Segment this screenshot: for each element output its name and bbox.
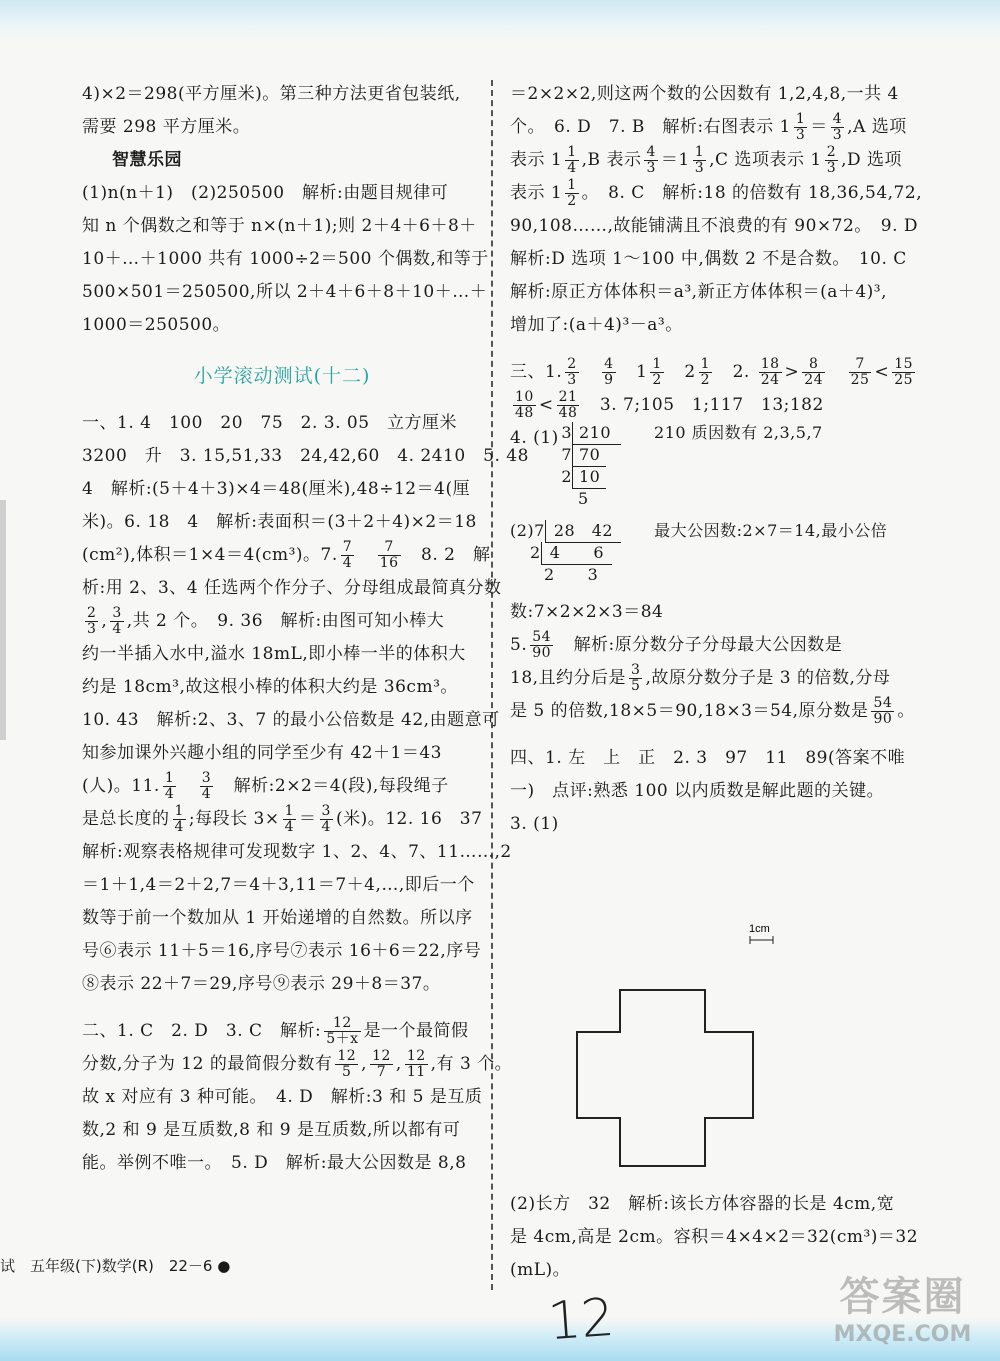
text-line: 三、1. $\frac{2}{3}$ $\frac{4}{9}$ 1 $\frac{1}{2}$ 2 $\frac{1}{2}$ 2. $\frac{18}{24}$ > $\frac{8}{24}$ $\frac{7}{25}$ < $\frac{15}{25}$ xyxy=(510,356,914,388)
text-line: (mL)。 xyxy=(510,1260,571,1280)
text-line: 增加了:(a＋4)³－a³。 xyxy=(510,315,683,335)
denominator: 48 xyxy=(515,405,534,421)
text-line xyxy=(82,1015,482,1048)
text-seg: ;每段长 3× xyxy=(188,809,280,829)
fraction xyxy=(602,357,615,388)
text-line xyxy=(510,695,915,728)
text-line: 3. (1) xyxy=(510,814,559,834)
short-division-1 xyxy=(510,422,910,510)
denominator: 4 xyxy=(201,786,212,802)
denominator: 4 xyxy=(112,621,122,637)
denominator: 3 xyxy=(826,160,837,176)
text-seg: 2. xyxy=(732,362,756,382)
text-line: 90,108……,故能铺满且不浪费的有 90×72。 9. D xyxy=(510,216,919,236)
denominator: 3 xyxy=(795,127,806,143)
text-line: 知参加课外兴趣小组的同学至少有 42＋1＝43 xyxy=(82,743,442,763)
denominator: 3 xyxy=(567,372,577,388)
ldiv-row xyxy=(558,488,910,510)
handwritten-page-number: 12 xyxy=(545,1287,617,1353)
scale-label: 1cm xyxy=(749,923,770,935)
wisdom-heading: 智慧乐园 xyxy=(112,150,182,170)
numerator: 7 xyxy=(342,539,353,555)
fraction xyxy=(644,145,657,176)
denominator: 25 xyxy=(894,372,914,388)
text-line: 约一半插入水中,溢水 18mL,即小棒一半的体积大 xyxy=(82,644,466,664)
denominator: 90 xyxy=(873,711,893,727)
fraction xyxy=(341,540,354,571)
dividend: 70 xyxy=(572,444,606,467)
text-seg: ,C 选项表示 1 xyxy=(709,150,822,170)
numerator: 3 xyxy=(321,803,331,819)
page-footer: 试 五年级(下)数学(R) 22－6 ● xyxy=(0,1257,231,1275)
text-seg: 。 xyxy=(897,701,915,721)
text-line: 约是 18cm³,故这根小棒的体积大约是 36cm³。 xyxy=(82,677,458,697)
divisor: 7 xyxy=(561,445,572,464)
denominator: 5＋x xyxy=(326,1031,359,1047)
dividend: 28 42 xyxy=(545,520,621,543)
text-seg: 解析:2×2＝4(段),每段绳子 xyxy=(233,776,449,796)
text-line: 能。举例不唯一。 5. D 解析:最大公因数是 8,8 xyxy=(82,1153,467,1173)
text-line: 个。 6. D 7. B 解析:右图表示 1 $\frac{1}{3}$ ＝ $\frac{4}{3}$ ,A 选项 xyxy=(510,111,907,143)
fraction xyxy=(530,630,553,661)
denominator: 24 xyxy=(760,372,780,388)
text-seg: (人)。11. xyxy=(82,776,160,796)
dividend: 210 xyxy=(572,422,621,445)
text-seg: 是一个最简假 xyxy=(363,1021,469,1041)
denominator: 9 xyxy=(604,372,614,388)
numerator: 54 xyxy=(873,695,893,711)
text-line: 10＋…＋1000 共有 1000÷2＝500 个偶数,和等于 xyxy=(82,249,489,269)
divisor: 2 xyxy=(530,543,541,562)
numerator: 12 xyxy=(406,1048,426,1064)
text-line xyxy=(510,629,910,662)
fraction xyxy=(629,663,642,694)
fraction xyxy=(759,357,782,388)
fraction xyxy=(892,357,915,388)
numerator: 3 xyxy=(631,662,641,678)
text-line: 析:用 2、3、4 任选两个作分子、分母组成最简真分数 xyxy=(82,578,502,598)
text-seg: (cm²),体积＝1×4＝4(cm³)。7. xyxy=(82,545,338,565)
denominator: 5 xyxy=(342,1064,352,1080)
numerator: 1 xyxy=(174,803,184,819)
ldiv-row xyxy=(558,422,910,444)
denominator: 24 xyxy=(804,372,824,388)
text-line: ＝1＋1,4＝2＋2,7＝4＋3,11＝7＋4,…,即后一个 xyxy=(82,875,475,895)
numerator: 1 xyxy=(164,770,175,786)
fraction xyxy=(85,606,98,637)
text-line: 分数,分子为 12 的最简假分数有 $\frac{12}{5}$ , $\frac{12}{7}$ , $\frac{12}{11}$ ,有 3 个。 xyxy=(82,1048,513,1080)
fraction xyxy=(831,112,844,143)
text-seg: 个。 6. D 7. B 解析:右图表示 1 xyxy=(510,117,791,137)
fraction xyxy=(557,390,580,421)
text-line: 表示 1 $\frac{1}{4}$ ,B 表示 $\frac{4}{3}$ ＝1 $\frac{1}{3}$ ,C 选项表示 1 $\frac{2}{3}$ ,D 选项 xyxy=(510,144,903,176)
denominator: 3 xyxy=(87,621,97,637)
fraction xyxy=(849,357,872,388)
fraction xyxy=(794,112,807,143)
numerator: 1 xyxy=(567,177,577,193)
text-seg: ,有 3 个。 xyxy=(430,1054,513,1074)
top-scan-band xyxy=(0,0,1000,38)
watermark-text: 答案圈 xyxy=(839,1274,966,1320)
denominator: 2 xyxy=(567,193,577,209)
denominator: 3 xyxy=(832,127,843,143)
fraction xyxy=(565,145,578,176)
text-line: 故 x 对应有 3 种可能。 4. D 解析:3 和 5 是互质 xyxy=(82,1087,483,1107)
ldiv-row xyxy=(558,466,910,488)
text-line: 500×501＝250500,所以 2＋4＋6＋8＋10＋…＋ xyxy=(82,282,488,302)
text-seg: 是 5 的倍数,18×5＝90,18×3＝54,原分数是 xyxy=(510,701,869,721)
numerator: 1 xyxy=(700,356,711,372)
ldiv-row: (2)7 28 42 最大公因数:2×7＝14,最小公倍 xyxy=(510,520,910,542)
denominator: 5 xyxy=(631,678,641,694)
text-seg: 表示 1 xyxy=(510,150,563,170)
text-line: 四、1. 左 上 正 2. 3 97 11 89(答案不唯 xyxy=(510,748,906,768)
fraction xyxy=(802,357,825,388)
text-seg: 三、1. xyxy=(510,362,563,382)
denominator: 4 xyxy=(164,786,175,802)
text-line: 1000＝250500。 xyxy=(82,315,231,335)
fraction xyxy=(110,606,123,637)
cross-outline xyxy=(577,990,753,1166)
denominator: 25 xyxy=(850,372,870,388)
numerator: 8 xyxy=(802,357,825,373)
numerator: 21 xyxy=(558,389,578,405)
ldiv-row xyxy=(510,542,910,564)
text-line: 米)。6. 18 4 解析:表面积＝(3＋2＋4)×2＝18 xyxy=(82,512,477,532)
text-seg: ,故原分数分子是 3 的倍数,分母 xyxy=(645,668,891,688)
text-seg: 3. 7;105 1;117 13;182 xyxy=(599,395,824,415)
scan-edge-mark xyxy=(0,500,6,740)
numerator: 7 xyxy=(378,540,401,556)
text-seg: 8. 2 解 xyxy=(421,545,491,565)
fraction xyxy=(335,1049,358,1080)
text-line: 是总长度的 $\frac{1}{4}$ ;每段长 3× $\frac{1}{4}$ ＝ $\frac{3}{4}$ (米)。12. 16 37 xyxy=(82,803,483,835)
numerator: 1 xyxy=(652,356,662,372)
numerator: 2 xyxy=(87,605,97,621)
fraction xyxy=(200,771,213,802)
denominator: 4 xyxy=(174,819,184,835)
text-seg: ,D 选项 xyxy=(841,150,903,170)
numerator: 1 xyxy=(284,803,295,819)
numerator: 2 xyxy=(826,144,837,160)
text-line: 3200 升 3. 15,51,33 24,42,60 4. 2410 5. 48 xyxy=(82,446,529,466)
denominator: 4 xyxy=(284,819,295,835)
fraction xyxy=(565,357,578,388)
column-divider xyxy=(491,80,493,1290)
quotient: 2 3 xyxy=(544,565,599,584)
text-seg: 解析:原分数分子分母最大公因数是 xyxy=(573,635,843,655)
fraction xyxy=(378,540,401,571)
text-seg: 。 8. C 解析:18 的倍数有 18,36,54,72, xyxy=(581,183,923,203)
numerator: 7 xyxy=(849,357,872,373)
fraction xyxy=(650,357,663,388)
numerator: 1 xyxy=(795,111,806,127)
text-line xyxy=(510,177,923,210)
numerator: 54 xyxy=(532,629,552,645)
text-seg: ,B 表示 xyxy=(581,150,642,170)
numerator: 4 xyxy=(604,356,614,372)
text-line xyxy=(510,662,910,695)
fraction xyxy=(871,696,894,727)
text-line: 解析:原正方体体积＝a³,新正方体体积＝(a＋4)³, xyxy=(510,282,888,302)
text-seg: 分数,分子为 12 的最简假分数有 xyxy=(82,1054,333,1074)
denominator: 11 xyxy=(406,1064,426,1080)
text-line: 数:7×2×2×3＝84 xyxy=(510,602,664,622)
numerator: 12 xyxy=(324,1016,360,1032)
text-line: 一) 点评:熟悉 100 以内质数是解此题的关键。 xyxy=(510,781,885,801)
denominator: 3 xyxy=(694,160,705,176)
fraction xyxy=(825,145,838,176)
denominator: 16 xyxy=(379,555,399,571)
fraction xyxy=(405,1049,428,1080)
divisor: 2 xyxy=(561,467,572,486)
text-line: 10. 43 解析:2、3、7 的最小公倍数是 42,由题意可 xyxy=(82,710,500,730)
dividend: 4 6 xyxy=(541,542,612,565)
fraction xyxy=(163,771,176,802)
fraction xyxy=(699,357,712,388)
text-seg: 4. (1) xyxy=(510,428,559,448)
fraction xyxy=(173,804,186,835)
numerator: 12 xyxy=(337,1048,357,1064)
divisor: 7 xyxy=(534,521,545,540)
divisor: 3 xyxy=(561,423,572,442)
text-line: 一、1. 4 100 20 75 2. 3. 05 立方厘米 xyxy=(82,413,458,433)
text-seg: 是总长度的 xyxy=(82,809,170,829)
quotient: 5 xyxy=(578,489,589,508)
numerator: 1 xyxy=(694,144,705,160)
text-seg: 18,且约分后是 xyxy=(510,668,627,688)
text-line: ⑧表示 22＋7＝29,序号⑨表示 29＋8＝37。 xyxy=(82,974,441,994)
numerator: 18 xyxy=(760,356,780,372)
text-line: 需要 298 平方厘米。 xyxy=(82,117,251,137)
fraction xyxy=(324,1016,360,1047)
fraction xyxy=(565,178,578,209)
text-seg: 二、1. C 2. D 3. C 解析: xyxy=(82,1021,322,1041)
denominator: 2 xyxy=(652,372,662,388)
denominator: 4 xyxy=(567,160,577,176)
fraction xyxy=(693,145,706,176)
numerator: 10 xyxy=(515,389,534,405)
cross-figure xyxy=(545,920,925,1190)
text-line: 号⑥表示 11＋5＝16,序号⑦表示 16＋6＝22,序号 xyxy=(82,941,482,961)
denominator: 4 xyxy=(342,555,353,571)
left-column xyxy=(82,78,529,1180)
text-line: 是 4cm,高是 2cm。容积＝4×4×2＝32(cm³)＝32 xyxy=(510,1227,919,1247)
watermark-logo xyxy=(810,1265,995,1355)
watermark-url: MXQE.COM xyxy=(833,1322,972,1347)
short-division-2 xyxy=(510,520,910,586)
text-line: ＝2×2×2,则这两个数的公因数有 1,2,4,8,一共 4 xyxy=(510,84,899,104)
text-line: 数等于前一个数加从 1 开始递增的自然数。所以序 xyxy=(82,908,473,928)
ldiv-note: 最大公因数:2×7＝14,最小公倍 xyxy=(654,521,888,540)
numerator: 2 xyxy=(567,356,577,372)
text-seg: 5. xyxy=(510,635,528,655)
numerator: 15 xyxy=(894,356,914,372)
denominator: 4 xyxy=(321,819,331,835)
text-seg: 表示 1 xyxy=(510,183,563,203)
text-seg: (米)。12. 16 37 xyxy=(335,809,483,829)
numerator: 3 xyxy=(112,605,122,621)
fraction xyxy=(370,1049,393,1080)
ldiv-note: 210 质因数有 2,3,5,7 xyxy=(654,423,823,442)
right-column xyxy=(510,78,923,841)
denominator: 3 xyxy=(646,160,656,176)
numerator: 1 xyxy=(567,144,577,160)
dividend: 10 xyxy=(572,466,606,489)
text-line: (2)长方 32 解析:该长方体容器的长是 4cm,宽 xyxy=(510,1194,895,1214)
text-line: $\frac{10}{48}$ < $\frac{21}{48}$ 3. 7;105 1;117 13;182 xyxy=(515,389,824,421)
denominator: 2 xyxy=(700,372,711,388)
text-line xyxy=(82,539,491,572)
text-line: (1)n(n＋1) (2)250500 解析:由题目规律可 xyxy=(82,183,449,203)
numerator: 4 xyxy=(832,111,843,127)
fraction xyxy=(513,390,536,421)
text-line: 数,2 和 9 是互质数,8 和 9 是互质数,所以都有可 xyxy=(82,1120,461,1140)
fraction xyxy=(320,804,333,835)
numerator: 3 xyxy=(201,770,212,786)
ldiv-row xyxy=(558,444,910,466)
text-line: 4)×2＝298(平方厘米)。第三种方法更省包装纸, xyxy=(82,84,461,104)
text-line: 解析:观察表格规律可发现数字 1、2、4、7、11……,2 xyxy=(82,842,512,862)
denominator: 90 xyxy=(532,645,552,661)
text-line: $\frac{2}{3}$ , $\frac{3}{4}$ ,共 2 个。 9. 36 解析:由图可知小棒大 xyxy=(87,605,445,637)
text-line: 4 解析:(5＋4＋3)×4＝48(厘米),48÷12＝4(厘 xyxy=(82,479,471,499)
text-line: 解析:D 选项 1～100 中,偶数 2 不是合数。 10. C xyxy=(510,249,907,269)
denominator: 48 xyxy=(558,405,578,421)
text-seg: ,A 选项 xyxy=(847,117,907,137)
fraction xyxy=(283,804,296,835)
cross-shape-diagram xyxy=(545,920,925,1190)
numerator: 4 xyxy=(646,144,656,160)
text-line xyxy=(82,770,482,803)
section-title: 小学滚动测试(十二) xyxy=(193,365,371,387)
text-seg: ,共 2 个。 9. 36 解析:由图可知小棒大 xyxy=(126,611,445,631)
numerator: 12 xyxy=(372,1048,391,1064)
ldiv-row xyxy=(510,564,910,586)
denominator: 7 xyxy=(376,1064,387,1080)
text-line: 知 n 个偶数之和等于 n×(n＋1);则 2＋4＋6＋8＋ xyxy=(82,216,477,236)
